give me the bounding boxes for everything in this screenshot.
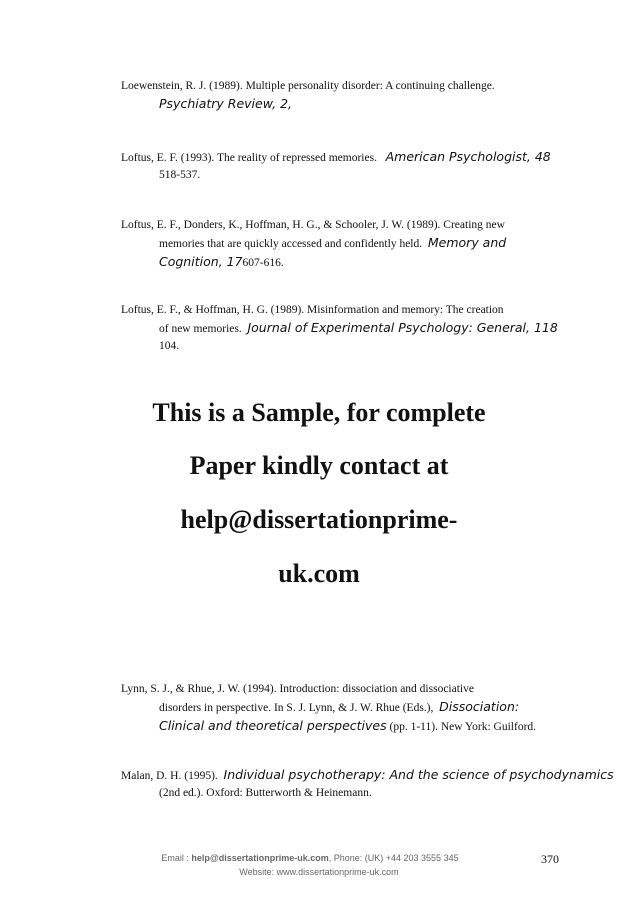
reference-pages: 607-616. (242, 257, 284, 269)
reference-loftus-hoffman (121, 302, 621, 355)
reference-malan (121, 766, 621, 802)
journal-volume: Cognition, 17 (159, 254, 243, 269)
journal-title: Psychiatry Review, 2, (159, 96, 293, 111)
reference-loftus-1993 (121, 148, 621, 184)
book-title: Clinical and theoretical perspectives (159, 718, 387, 733)
sample-notice-line-1: This is a Sample, for complete (152, 398, 486, 427)
reference-text-cont: disorders in perspective. In S. J. Lynn, & J. W. Rhue (Eds.), (159, 702, 434, 714)
page-number: 370 (541, 852, 559, 866)
reference-pages: 518-537. (159, 169, 201, 181)
reference-text: Loftus, E. F., Donders, K., Hoffman, H. G., & Schooler, J. W. (1989). Creating new (121, 219, 505, 231)
footer-website[interactable]: Website: www.dissertationprime-uk.com (239, 867, 399, 877)
journal-title: Journal of Experimental Psychology: General, 118 (247, 320, 558, 335)
reference-text: Loftus, E. F., & Hoffman, H. G. (1989). Misinformation and memory: The creation (121, 304, 504, 316)
journal-title: Dissociation: (439, 699, 520, 714)
reference-pages: (pp. 1-11). New York: Guilford. (389, 721, 537, 733)
reference-text-cont: memories that are quickly accessed and confidently held. (159, 238, 423, 250)
footer-phone: , Phone: (UK) +44 203 3555 345 (328, 853, 459, 863)
sample-notice-line-4: uk.com (278, 559, 360, 588)
reference-loewenstein (121, 78, 621, 114)
sample-notice-line-2: Paper kindly contact at (189, 451, 449, 480)
journal-title: Memory and (427, 235, 507, 250)
journal-title: American Psychologist, 48 (385, 149, 551, 164)
footer-email-link[interactable]: help@dissertationprime-uk.com (191, 853, 329, 863)
reference-loftus-donders (121, 217, 621, 272)
book-title: Individual psychotherapy: And the science of psychodynamics (223, 767, 614, 782)
sample-notice-line-3: help@dissertationprime- (180, 505, 458, 534)
reference-pages: 104. (159, 340, 180, 352)
reference-lynn-rhue (121, 681, 621, 736)
reference-text: Loewenstein, R. J. (1989). Multiple personality disorder: A continuing challenge. (121, 80, 495, 92)
reference-text: Lynn, S. J., & Rhue, J. W. (1994). Introduction: dissociation and dissociative (121, 683, 474, 695)
footer-email-label: Email : (161, 853, 192, 863)
reference-publisher: (2nd ed.). Oxford: Butterworth & Heinemann. (159, 787, 372, 799)
footer-contact (30, 853, 590, 863)
reference-text: Loftus, E. F. (1993). The reality of repressed memories. (121, 152, 377, 164)
reference-text-cont: of new memories. (159, 323, 242, 335)
reference-text: Malan, D. H. (1995). (121, 770, 218, 782)
